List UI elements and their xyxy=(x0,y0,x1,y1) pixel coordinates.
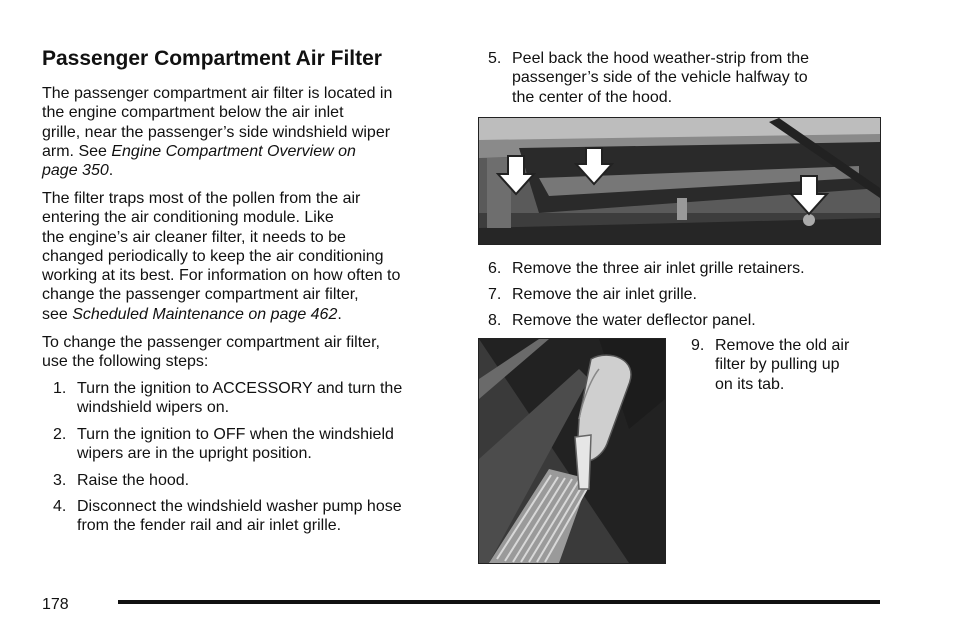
cross-reference-link[interactable]: page 350 xyxy=(42,162,109,180)
step-text: filter by pulling up xyxy=(715,356,840,374)
step-number: 9. xyxy=(691,337,705,354)
intro-paragraph-filter-purpose xyxy=(42,189,400,324)
text-line: change the passenger compartment air filter, xyxy=(42,286,359,304)
step-number: 7. xyxy=(488,286,502,303)
text-line: the engine’s air cleaner filter, it needs to be xyxy=(42,228,346,246)
air-filter-illustration xyxy=(479,339,665,563)
text-line: The filter traps most of the pollen from the air xyxy=(42,190,361,207)
step-text: Remove the three air inlet grille retainers. xyxy=(512,260,805,277)
air-filter-removal-photo xyxy=(478,338,666,564)
step-text: Disconnect the windshield washer pump hose xyxy=(77,498,402,515)
text-line xyxy=(42,161,392,180)
step-text: Turn the ignition to OFF when the windshield xyxy=(77,426,394,443)
step-text: wipers are in the upright position. xyxy=(77,445,312,463)
step-text: Remove the old air xyxy=(715,337,850,354)
text-line: entering the air conditioning module. Like xyxy=(42,209,334,227)
step-number: 1. xyxy=(53,380,67,397)
weather-strip-illustration xyxy=(479,118,880,244)
text-line: changed periodically to keep the air conditioning xyxy=(42,247,384,265)
step-text: Turn the ignition to ACCESSORY and turn the xyxy=(77,380,403,397)
page-title: Passenger Compartment Air Filter xyxy=(42,47,382,70)
intro-paragraph-location xyxy=(42,84,392,180)
step-text: Remove the air inlet grille. xyxy=(512,286,697,303)
footer-divider xyxy=(118,600,880,604)
step-text: passenger’s side of the vehicle halfway to xyxy=(512,69,808,87)
step-number: 6. xyxy=(488,260,502,277)
step-text: windshield wipers on. xyxy=(77,399,230,417)
text-line xyxy=(42,142,392,161)
step-text: Raise the hood. xyxy=(77,472,190,489)
step-text: Peel back the hood weather-strip from the xyxy=(512,50,810,67)
intro-paragraph-steps xyxy=(42,333,380,372)
text-line: grille, near the passenger’s side windshield wiper xyxy=(42,123,391,141)
text-line: To change the passenger compartment air filter, xyxy=(42,334,380,351)
text-line xyxy=(42,305,400,324)
step-text: from the fender rail and air inlet grille. xyxy=(77,517,342,535)
step-number: 4. xyxy=(53,498,67,515)
text-fragment: see xyxy=(42,305,73,323)
text-fragment: . xyxy=(337,305,342,323)
text-fragment: . xyxy=(108,162,114,180)
step-number: 2. xyxy=(53,426,67,443)
text-line: the engine compartment below the air inlet xyxy=(42,104,344,122)
weather-strip-photo xyxy=(478,117,881,245)
step-number: 8. xyxy=(488,312,502,329)
page-number: 178 xyxy=(42,596,69,613)
cross-reference-link[interactable]: Scheduled Maintenance on page 462 xyxy=(72,305,338,323)
text-line: working at its best. For information on how often to xyxy=(42,267,401,285)
step-number: 3. xyxy=(53,472,67,489)
step-text: on its tab. xyxy=(715,375,785,393)
step-text: the center of the hood. xyxy=(512,88,673,106)
text-line: use the following steps: xyxy=(42,353,209,371)
step-number: 5. xyxy=(488,50,502,67)
text-line: The passenger compartment air filter is located in xyxy=(42,85,393,102)
text-fragment: arm. See xyxy=(42,142,112,160)
cross-reference-link[interactable]: Engine Compartment Overview on xyxy=(111,142,356,160)
step-text: Remove the water deflector panel. xyxy=(512,312,756,329)
